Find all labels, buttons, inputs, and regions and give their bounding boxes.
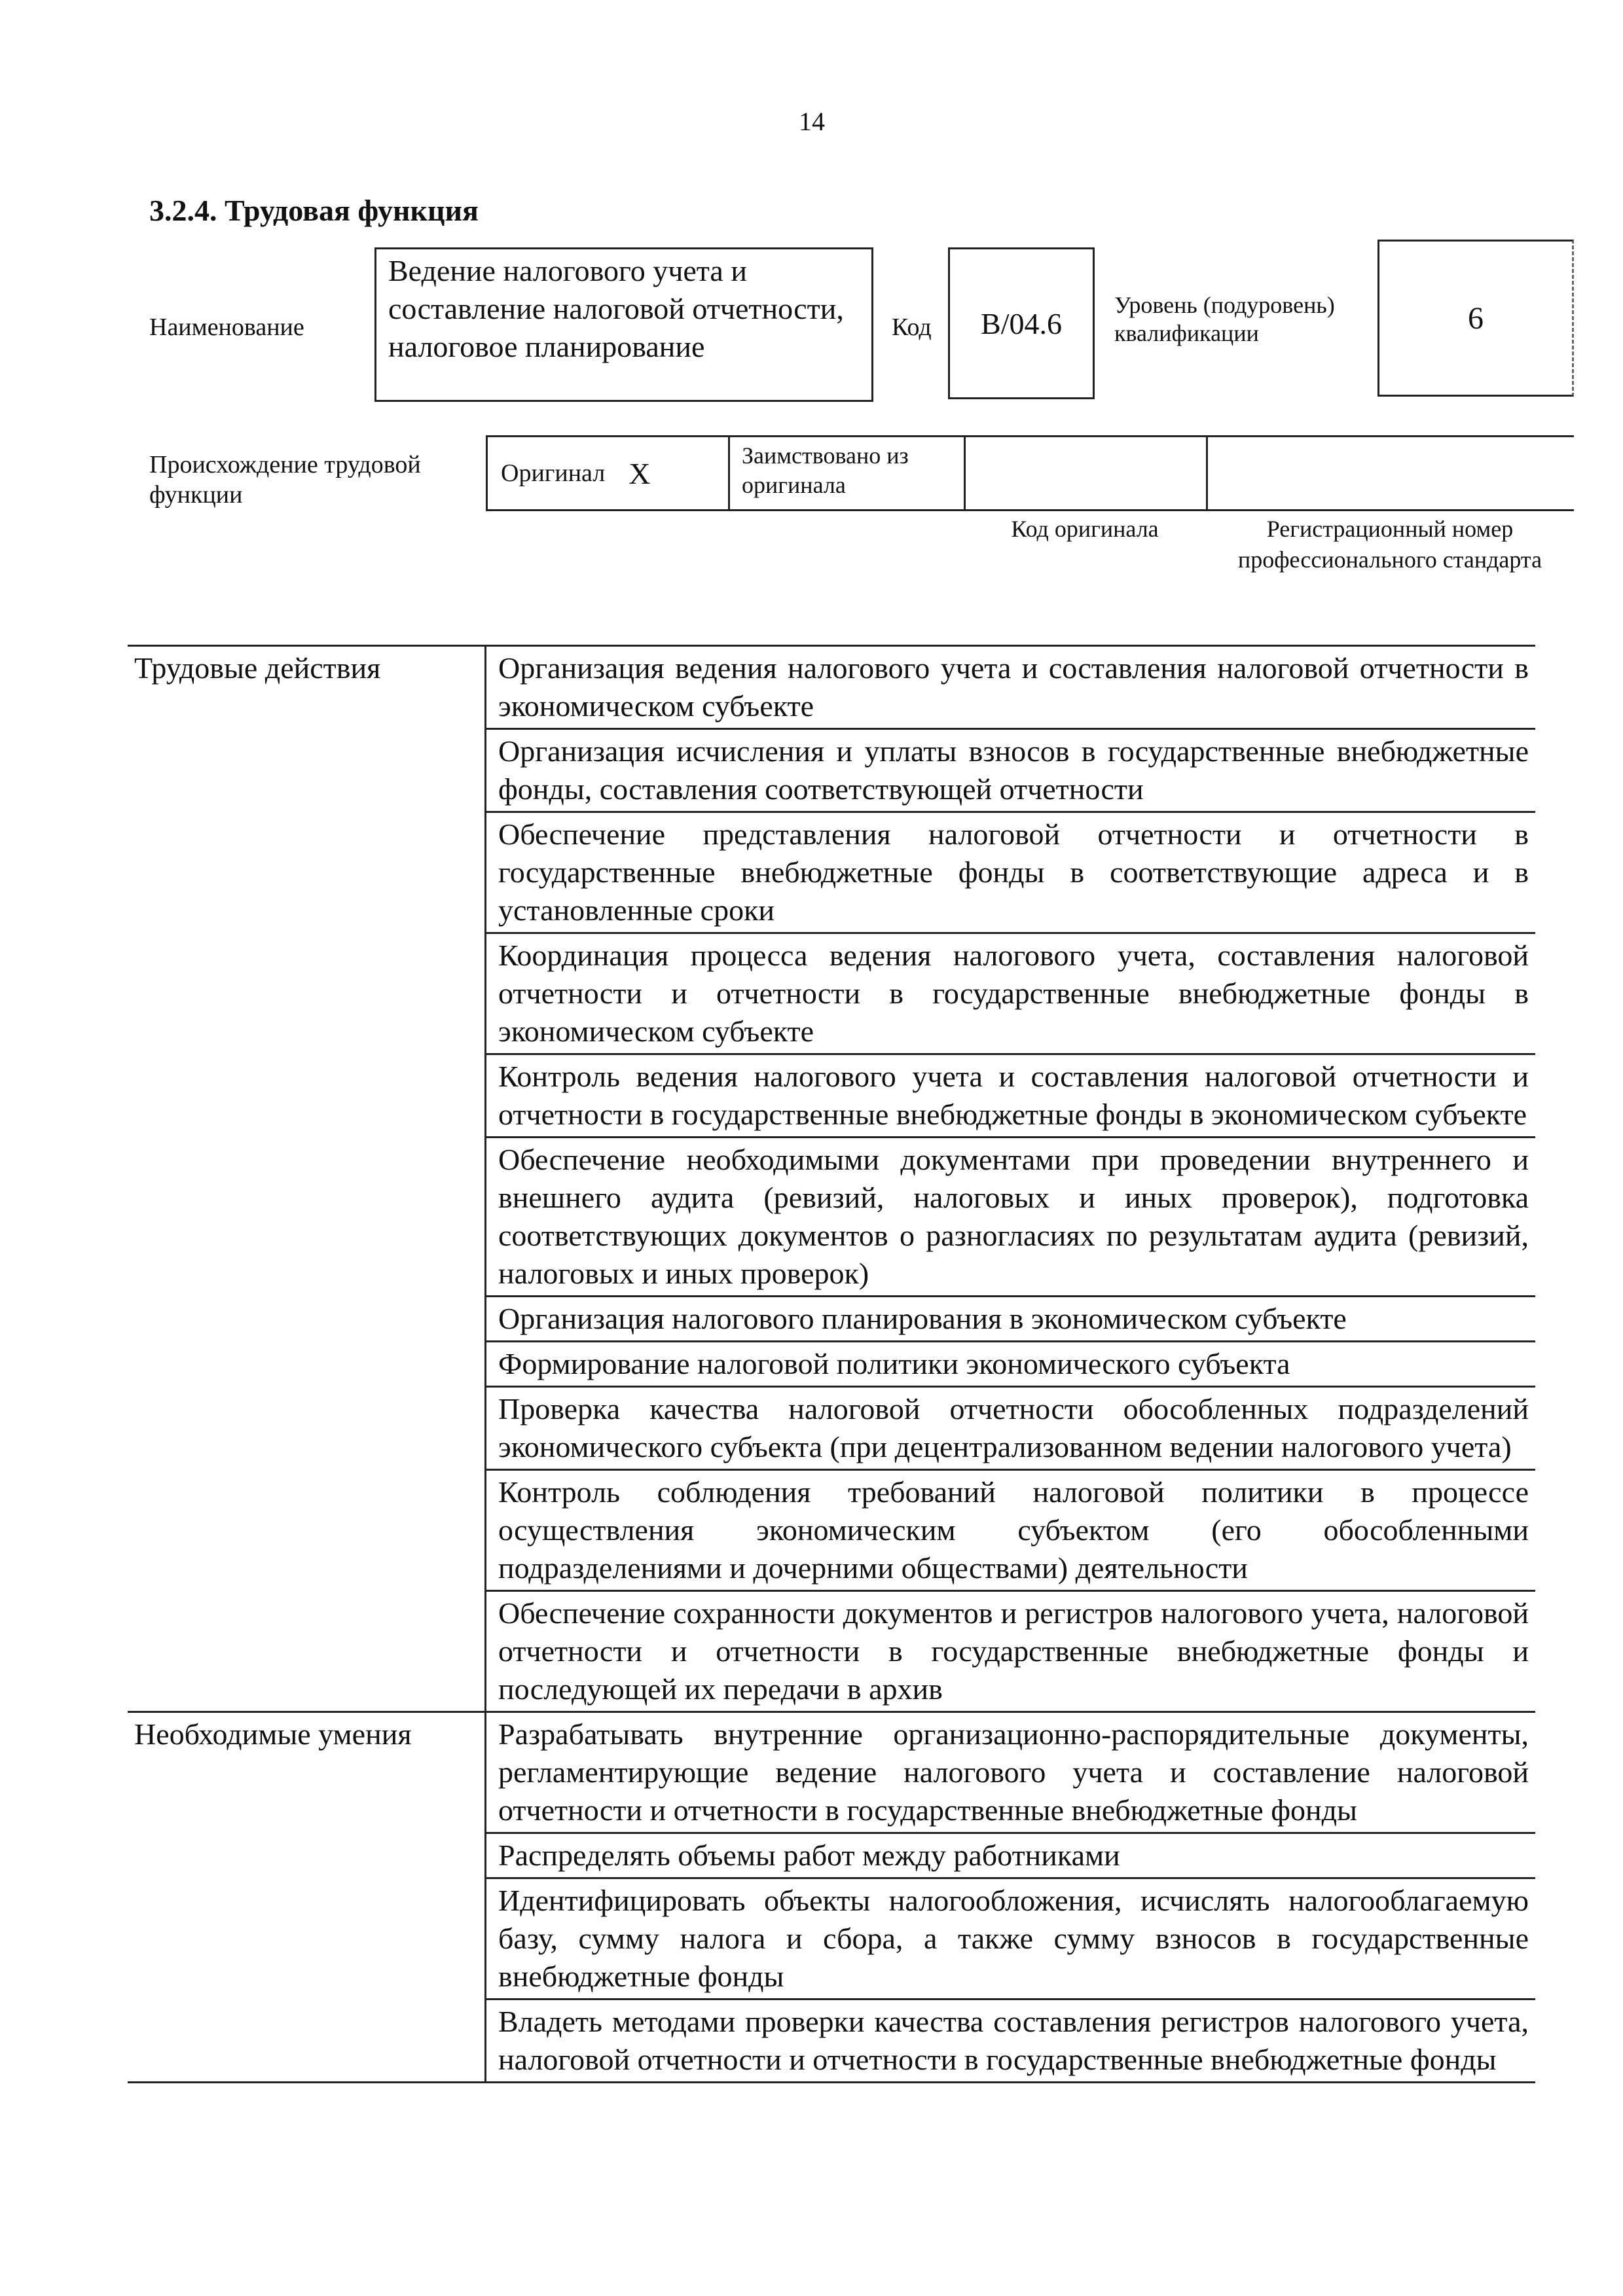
- required-skills-row: [128, 1711, 1535, 2083]
- level-label: Уровень (подуровень) квалификации: [1114, 292, 1335, 347]
- competency-table: [128, 645, 1535, 2083]
- origin-row: [486, 435, 1574, 511]
- page-number: 14: [799, 107, 825, 136]
- labor-action-item: Проверка качества налоговой отчетности обособленных подразделений экономического субъекта (при децентрализованном ведении налогового учета): [486, 1388, 1535, 1471]
- labor-actions-label: Трудовые действия: [134, 651, 381, 685]
- original-label: Оригинал: [501, 459, 606, 487]
- original-code-cell: [964, 437, 1206, 509]
- original-cell: [486, 437, 728, 509]
- skill-item: Идентифицировать объекты налогообложения, исчислять налогооблагаемую базу, сумму налога и сбора, а также сумму взносов в государственные внебюджетные фонды: [486, 1879, 1535, 2000]
- labor-actions-row: [128, 645, 1535, 1711]
- borrowed-cell: Заимствовано из оригинала: [728, 437, 964, 509]
- skill-item: Владеть методами проверки качества составления регистров налогового учета, налоговой отчетности и отчетности в государственные внебюджетные фонды: [498, 2005, 1529, 2076]
- labor-action-item: Обеспечение сохранности документов и регистров налогового учета, налоговой отчетности и отчетности в государственные внебюджетные фонды и последующей их передачи в архив: [498, 1596, 1529, 1706]
- labor-action-item: Организация ведения налогового учета и составления налоговой отчетности в экономическом субъекте: [486, 647, 1535, 730]
- level-value: 6: [1377, 240, 1574, 397]
- labor-action-item: Координация процесса ведения налогового учета, составления налоговой отчетности и отчетности в государственные внебюджетные фонды в экономическом субъекте: [486, 934, 1535, 1055]
- original-code-caption: Код оригинала: [1011, 516, 1159, 542]
- code-label: Код: [892, 314, 932, 341]
- origin-label: Происхождение трудовой функции: [149, 451, 421, 509]
- name-label: Наименование: [149, 314, 304, 341]
- labor-action-item: Контроль ведения налогового учета и составления налоговой отчетности и отчетности в государственные внебюджетные фонды в экономическом субъекте: [486, 1055, 1535, 1138]
- reg-number-cell: [1206, 437, 1574, 509]
- function-name-value: Ведение налогового учета и составление налоговой отчетности, налоговое планирование: [374, 247, 873, 402]
- original-mark: X: [629, 456, 651, 490]
- code-value: B/04.6: [948, 247, 1095, 399]
- labor-action-item: Обеспечение необходимыми документами при проведении внутреннего и внешнего аудита (ревизий, налоговых и иных проверок), подготовка соответствующих документов о разногласиях по результатам аудита (ревизий, налоговых и иных проверок): [486, 1138, 1535, 1297]
- skill-item: Разрабатывать внутренние организационно-распорядительные документы, регламентирующие ведение налогового учета и составление налоговой отчетности и отчетности в государственные внебюджетные фонды: [486, 1713, 1535, 1834]
- required-skills-list: [484, 1713, 1535, 2081]
- labor-actions-list: [484, 647, 1535, 1711]
- required-skills-label: Необходимые умения: [134, 1717, 412, 1751]
- section-title: 3.2.4. Трудовая функция: [149, 194, 479, 227]
- labor-action-item: Организация исчисления и уплаты взносов в государственные внебюджетные фонды, составления соответствующей отчетности: [486, 730, 1535, 813]
- labor-action-item: Формирование налоговой политики экономического субъекта: [486, 1342, 1535, 1388]
- skill-item: Распределять объемы работ между работниками: [486, 1834, 1535, 1879]
- labor-action-item: Организация налогового планирования в экономическом субъекте: [486, 1297, 1535, 1342]
- labor-action-item: Обеспечение представления налоговой отчетности и отчетности в государственные внебюджетные фонды в соответствующие адреса и в установленные сроки: [486, 813, 1535, 934]
- labor-action-item: Контроль соблюдения требований налоговой политики в процессе осуществления экономическим субъектом (его обособленными подразделениями и дочерними обществами) деятельности: [486, 1471, 1535, 1592]
- reg-number-caption: Регистрационный номер профессионального стандарта: [1237, 516, 1542, 573]
